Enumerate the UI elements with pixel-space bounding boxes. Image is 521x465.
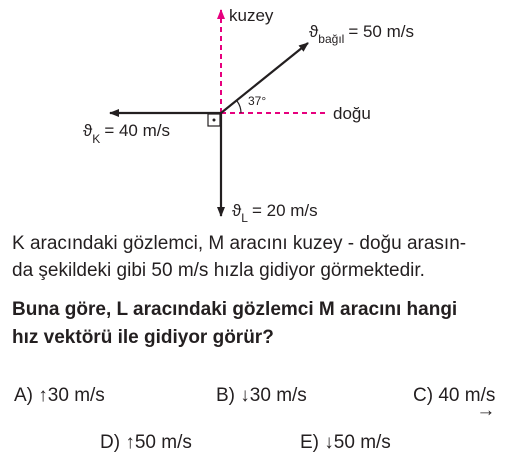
question-prompt-line-2: hız vektörü ile gidiyor görür? [12, 327, 274, 348]
option-d[interactable]: D) ↑50 m/s [100, 432, 192, 453]
v-rel-subscript: bağıl [318, 32, 345, 46]
v-k-value: = 40 m/s [104, 121, 170, 140]
v-l-label [232, 201, 318, 225]
v-rel-symbol: ϑ [309, 22, 319, 41]
option-a[interactable]: A) ↑30 m/s [14, 385, 105, 406]
angle-label: 37° [248, 94, 267, 108]
v-k-symbol: ϑ [83, 121, 93, 140]
v-l-value: = 20 m/s [251, 201, 318, 220]
east-label: doğu [333, 104, 371, 123]
right-angle-dot [213, 119, 216, 122]
v-l-subscript: L [241, 211, 248, 225]
v-rel-value: = 50 m/s [348, 22, 414, 41]
option-c-vector [438, 385, 496, 421]
option-b[interactable]: B) ↓30 m/s [216, 385, 307, 406]
question-prompt-line-1: Buna göre, L aracındaki gözlemci M aracını hangi [12, 299, 458, 320]
question-text-line-2: da şekildeki gibi 50 m/s hızla gidiyor görmektedir. [12, 260, 425, 281]
question-text-line-1: K aracındaki gözlemci, M aracını kuzey - doğu arasın- [12, 233, 467, 254]
option-c-value: 40 m/s [438, 385, 496, 406]
right-arrow-icon: → [476, 400, 496, 421]
v-l-symbol: ϑ [232, 201, 242, 220]
north-label: kuzey [229, 6, 274, 25]
v-k-subscript: K [92, 132, 101, 146]
option-c-prefix: C) [413, 385, 434, 406]
option-c[interactable] [413, 385, 513, 425]
vector-diagram [0, 0, 521, 225]
option-e[interactable]: E) ↓50 m/s [300, 432, 391, 453]
v-rel-label [309, 22, 414, 46]
v-k-label [83, 121, 170, 146]
angle-arc [237, 101, 241, 113]
